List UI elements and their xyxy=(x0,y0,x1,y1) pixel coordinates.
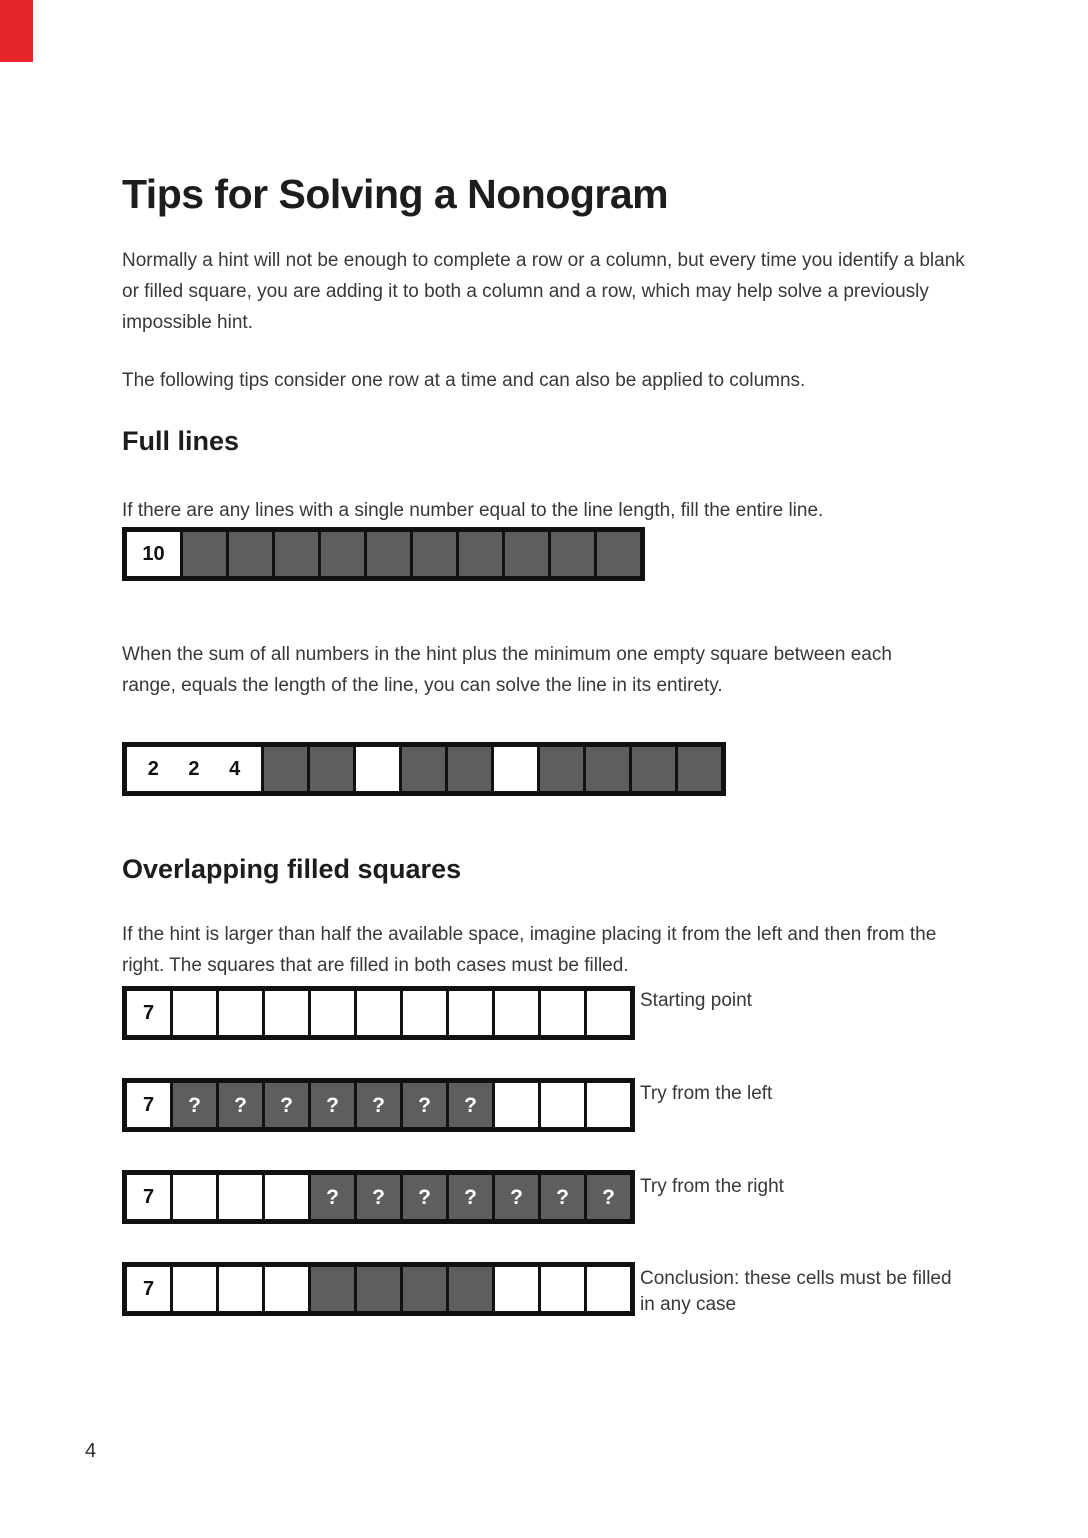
filled-cell xyxy=(367,532,410,576)
label-starting-point: Starting point xyxy=(640,990,752,1011)
hint-number: 4 xyxy=(229,757,241,780)
nonogram-row-try-from-left xyxy=(122,1078,635,1132)
question-mark: ? xyxy=(418,1093,431,1117)
maybe-filled-cell xyxy=(449,1083,492,1127)
empty-cell xyxy=(219,1175,262,1219)
filled-cell xyxy=(403,1267,446,1311)
hint-cell xyxy=(127,1083,170,1127)
empty-cell xyxy=(587,1083,630,1127)
question-mark: ? xyxy=(372,1185,385,1209)
maybe-filled-cell xyxy=(449,1175,492,1219)
empty-cell xyxy=(495,1083,538,1127)
nonogram-row-conclusion xyxy=(122,1262,635,1316)
question-mark: ? xyxy=(418,1185,431,1209)
hint-cell xyxy=(127,747,261,791)
maybe-filled-cell xyxy=(265,1083,308,1127)
empty-cell xyxy=(495,991,538,1035)
full-lines-paragraph-1: If there are any lines with a single number equal to the line length, fill the entire line. xyxy=(122,500,824,521)
question-mark: ? xyxy=(556,1185,569,1209)
nonogram-row-full-line-10 xyxy=(122,527,645,581)
empty-cell xyxy=(219,991,262,1035)
filled-cell xyxy=(183,532,226,576)
hint-number: 7 xyxy=(142,1185,155,1208)
page-title: Tips for Solving a Nonogram xyxy=(122,171,669,218)
maybe-filled-cell xyxy=(357,1083,400,1127)
label-conclusion: Conclusion: these cells must be filled in any case xyxy=(640,1268,952,1315)
full-lines-paragraph-2: When the sum of all numbers in the hint plus the minimum one empty square between each range, equals the length of the line, you can solve the line in its entirety. xyxy=(122,644,892,696)
empty-cell xyxy=(449,991,492,1035)
empty-cell xyxy=(265,1267,308,1311)
filled-cell xyxy=(597,532,640,576)
hint-number: 7 xyxy=(142,1093,155,1116)
intro-paragraph-1: Normally a hint will not be enough to complete a row or a column, but every time you identify a blank or filled square, you are adding it to both a column and a row, which may help solve a previously impossible hint. xyxy=(122,250,965,333)
question-mark: ? xyxy=(510,1185,523,1209)
page-number: 4 xyxy=(85,1440,97,1462)
overlapping-paragraph-1: If the hint is larger than half the available space, imagine placing it from the left and then from the right. The squares that are filled in both cases must be filled. xyxy=(122,924,937,976)
empty-cell xyxy=(173,1267,216,1311)
hint-number: 10 xyxy=(142,542,165,565)
empty-cell xyxy=(173,991,216,1035)
question-mark: ? xyxy=(464,1185,477,1209)
empty-cell xyxy=(173,1175,216,1219)
filled-cell xyxy=(448,747,491,791)
intro-paragraph-2: The following tips consider one row at a time and can also be applied to columns. xyxy=(122,370,806,391)
empty-cell xyxy=(356,747,399,791)
filled-cell xyxy=(551,532,594,576)
maybe-filled-cell xyxy=(541,1175,584,1219)
maybe-filled-cell xyxy=(311,1175,354,1219)
filled-cell xyxy=(321,532,364,576)
question-mark: ? xyxy=(464,1093,477,1117)
filled-cell xyxy=(505,532,548,576)
empty-cell xyxy=(587,991,630,1035)
empty-cell xyxy=(357,991,400,1035)
maybe-filled-cell xyxy=(403,1083,446,1127)
hint-number: 7 xyxy=(142,1277,155,1300)
filled-cell xyxy=(586,747,629,791)
label-try-from-right: Try from the right xyxy=(640,1176,784,1197)
hint-cell xyxy=(127,532,180,576)
maybe-filled-cell xyxy=(403,1175,446,1219)
maybe-filled-cell xyxy=(311,1083,354,1127)
filled-cell xyxy=(310,747,353,791)
hint-number: 2 xyxy=(147,757,159,780)
nonogram-row-try-from-right xyxy=(122,1170,635,1224)
question-mark: ? xyxy=(602,1185,615,1209)
section-heading-full-lines: Full lines xyxy=(122,426,240,457)
empty-cell xyxy=(495,1267,538,1311)
filled-cell xyxy=(459,532,502,576)
empty-cell xyxy=(541,1083,584,1127)
filled-cell xyxy=(632,747,675,791)
filled-cell xyxy=(311,1267,354,1311)
page-edge-marker xyxy=(0,0,33,62)
filled-cell xyxy=(264,747,307,791)
empty-cell xyxy=(311,991,354,1035)
filled-cell xyxy=(275,532,318,576)
empty-cell xyxy=(494,747,537,791)
filled-cell xyxy=(449,1267,492,1311)
maybe-filled-cell xyxy=(587,1175,630,1219)
filled-cell xyxy=(229,532,272,576)
filled-cell xyxy=(678,747,721,791)
question-mark: ? xyxy=(188,1093,201,1117)
question-mark: ? xyxy=(280,1093,293,1117)
hint-number: 7 xyxy=(142,1001,155,1024)
filled-cell xyxy=(540,747,583,791)
maybe-filled-cell xyxy=(357,1175,400,1219)
filled-cell xyxy=(413,532,456,576)
empty-cell xyxy=(587,1267,630,1311)
empty-cell xyxy=(403,991,446,1035)
nonogram-row-starting-point xyxy=(122,986,635,1040)
empty-cell xyxy=(265,1175,308,1219)
empty-cell xyxy=(541,1267,584,1311)
hint-cell xyxy=(127,1267,170,1311)
empty-cell xyxy=(541,991,584,1035)
label-try-from-left: Try from the left xyxy=(640,1083,773,1104)
filled-cell xyxy=(357,1267,400,1311)
empty-cell xyxy=(265,991,308,1035)
hint-cell xyxy=(127,1175,170,1219)
question-mark: ? xyxy=(326,1185,339,1209)
filled-cell xyxy=(402,747,445,791)
empty-cell xyxy=(219,1267,262,1311)
section-heading-overlapping: Overlapping filled squares xyxy=(122,854,462,885)
maybe-filled-cell xyxy=(173,1083,216,1127)
question-mark: ? xyxy=(326,1093,339,1117)
maybe-filled-cell xyxy=(219,1083,262,1127)
question-mark: ? xyxy=(234,1093,247,1117)
nonogram-row-sum-2-2-4 xyxy=(122,742,726,796)
hint-cell xyxy=(127,991,170,1035)
hint-number: 2 xyxy=(188,757,200,780)
maybe-filled-cell xyxy=(495,1175,538,1219)
question-mark: ? xyxy=(372,1093,385,1117)
